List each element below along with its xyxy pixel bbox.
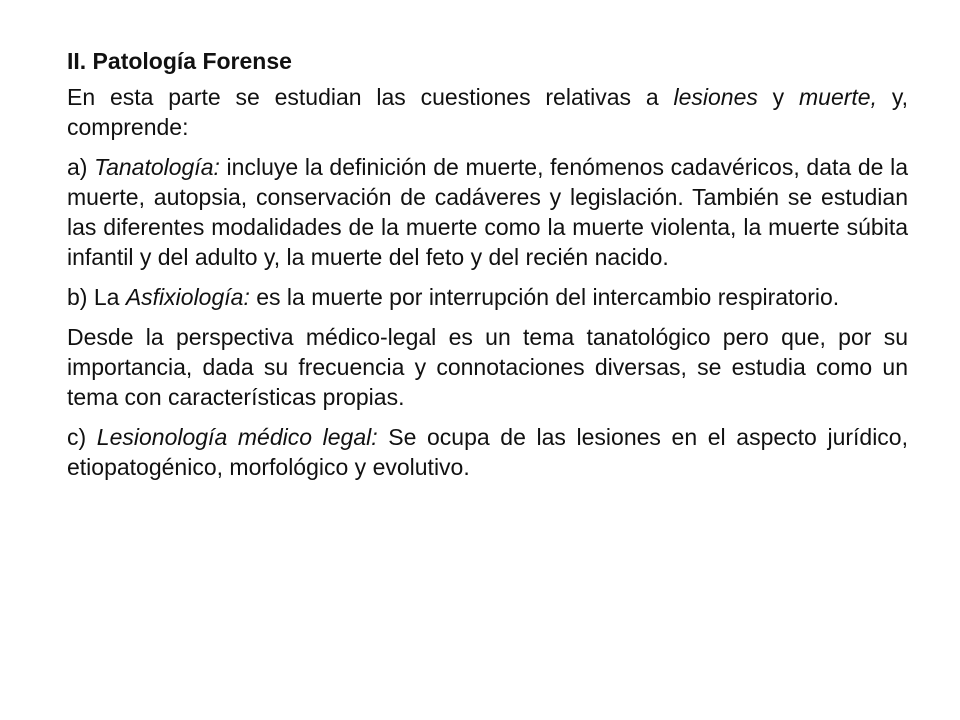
intro-emphasis-lesiones: lesiones	[673, 84, 758, 110]
item-b-term: Asfixiología:	[125, 284, 250, 310]
item-c-text: Se ocupa de las lesiones en el aspecto jurídico, etiopatogénico, morfológico y evolutivo.	[67, 424, 908, 480]
intro-text-1: En esta parte se estudian las cuestiones relativas a	[67, 84, 674, 110]
intro-emphasis-muerte: muerte,	[799, 84, 877, 110]
item-a-term: Tanatología:	[94, 154, 220, 180]
item-c-term: Lesionología médico legal:	[96, 424, 378, 450]
intro-paragraph	[67, 82, 908, 142]
item-c-paragraph	[67, 422, 908, 482]
intro-text-3: y, comprende:	[67, 84, 909, 140]
item-c-prefix: c)	[67, 424, 97, 450]
slide-title: II. Patología Forense	[67, 48, 292, 74]
item-a-paragraph	[67, 152, 908, 272]
item-b-prefix: b) La	[67, 284, 126, 310]
item-b-text: es la muerte por interrupción del intercambio respiratorio.	[249, 284, 840, 310]
item-a-text: incluye la definición de muerte, fenómenos cadavéricos, data de la muerte, autopsia, conservación de cadáveres y legislación. También se estudian las diferentes modalidades de la muerte como la muerte violenta, la muerte súbita infantil y del adulto y, la muerte del feto y del recién nacido.	[67, 154, 908, 270]
intro-text-2: y	[757, 84, 800, 110]
item-a-prefix: a)	[67, 154, 95, 180]
item-b-note-paragraph: Desde la perspectiva médico-legal es un tema tanatológico pero que, por su importancia, dada su frecuencia y connotaciones diversas, se estudia como un tema con características propias.	[67, 324, 908, 410]
item-b-paragraph	[67, 282, 908, 312]
